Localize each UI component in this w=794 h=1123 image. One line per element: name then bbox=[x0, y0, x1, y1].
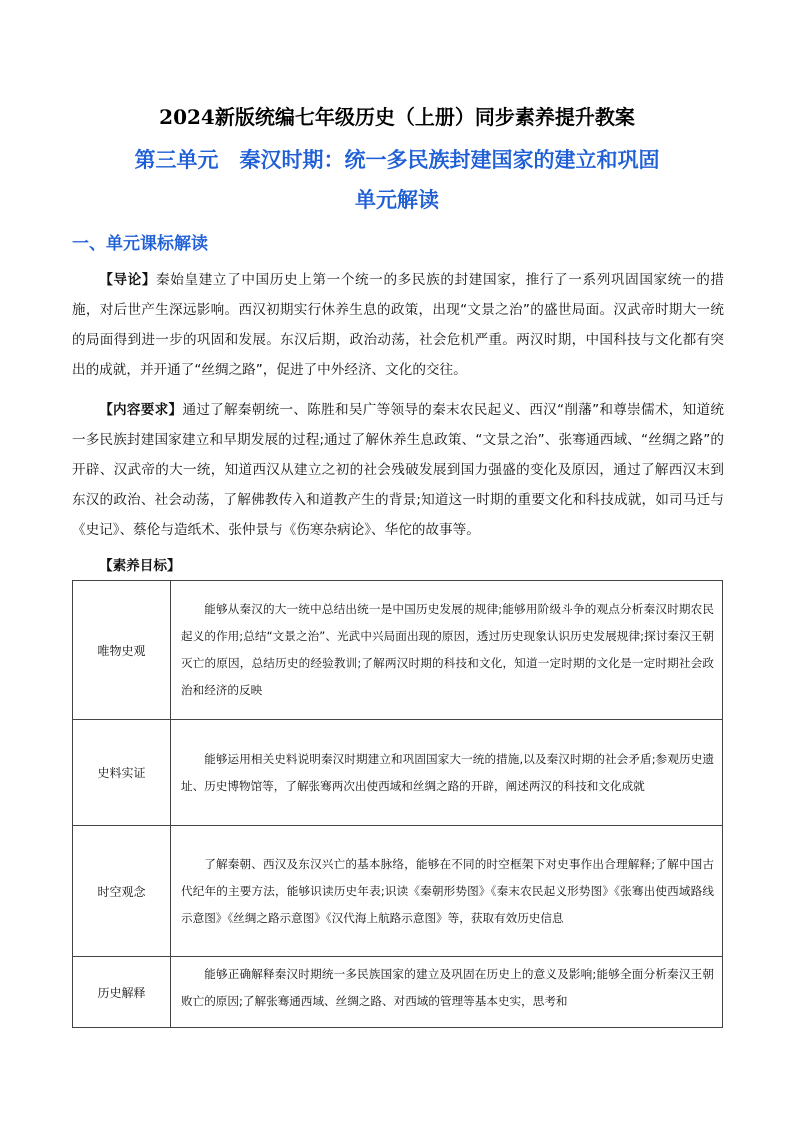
goal-category: 唯物史观 bbox=[73, 581, 171, 720]
goal-description: 能够正确解释秦汉时期统一多民族国家的建立及巩固在历史上的意义及影响;能够全面分析秦汉王朝败亡的原因;了解张骞通西域、丝绸之路、对西域的管理等基本史实，思考和 bbox=[171, 957, 723, 1028]
requirements-paragraph bbox=[72, 395, 724, 545]
requirements-text: 通过了解秦朝统一、陈胜和吴广等领导的秦末农民起义、西汉“削藩”和尊崇儒术，知道统一多民族封建国家建立和早期发展的过程;通过了解休养生息政策、“文景之治”、张骞通西域、“丝绸之路”的开辟、汉武帝的大一统，知道西汉从建立之初的社会残破发展到国力强盛的变化及原因，通过了解西汉末到东汉的政治、社会动荡，了解佛教传入和道教产生的背景;知道这一时期的重要文化和科技成就，如司马迁与《史记》、蔡伦与造纸术、张仲景与《伤寒杂病论》、华佗的故事等。 bbox=[72, 402, 724, 538]
unit-title: 第三单元 秦汉时期：统一多民族封建国家的建立和巩固 bbox=[134, 148, 660, 172]
intro-paragraph bbox=[72, 265, 724, 385]
table-row bbox=[73, 826, 723, 957]
goal-description: 能够从秦汉的大一统中总结出统一是中国历史发展的规律;能够用阶级斗争的观点分析秦汉时期农民起义的作用;总结“文景之治”、光武中兴局面出现的原因，透过历史现象认识历史发展规律;探讨秦汉王朝灭亡的原因，总结历史的经验教训;了解两汉时期的科技和文化，知道一定时期的文化是一定时期社会政治和经济的反映 bbox=[171, 581, 723, 720]
goal-category: 时空观念 bbox=[73, 826, 171, 957]
section-heading: 一、单元课标解读 bbox=[72, 234, 208, 254]
intro-label: 【导论】 bbox=[99, 272, 157, 288]
intro-text: 秦始皇建立了中国历史上第一个统一的多民族的封建国家，推行了一系列巩固国家统一的措施，对后世产生深远影响。西汉初期实行休养生息的政策，出现“文景之治”的盛世局面。汉武帝时期大一统的局面得到进一步的巩固和发展。东汉后期，政治动荡，社会危机严重。两汉时期，中国科技与文化都有突出的成就，并开通了“丝绸之路”，促进了中外经济、文化的交往。 bbox=[72, 272, 724, 378]
goal-description: 能够运用相关史料说明秦汉时期建立和巩固国家大一统的措施,以及秦汉时期的社会矛盾;参观历史遗址、历史博物馆等，了解张骞两次出使西域和丝绸之路的开辟，阐述两汉的科技和文化成就 bbox=[171, 720, 723, 826]
document-title: 2024新版统编七年级历史（上册）同步素养提升教案 bbox=[159, 105, 635, 129]
goal-category: 历史解释 bbox=[73, 957, 171, 1028]
unit-subtitle: 单元解读 bbox=[355, 188, 439, 212]
goal-description: 了解秦朝、西汉及东汉兴亡的基本脉络，能够在不同的时空框架下对史事作出合理解释;了解中国古代纪年的主要方法，能够识读历史年表;识读《秦朝形势图》《秦末农民起义形势图》《张骞出使西域路线示意图》《丝绸之路示意图》《汉代海上航路示意图》等，获取有效历史信息 bbox=[171, 826, 723, 957]
goals-table bbox=[72, 580, 723, 1028]
requirements-label: 【内容要求】 bbox=[99, 402, 183, 418]
goal-category: 史料实证 bbox=[73, 720, 171, 826]
goals-label: 【素养目标】 bbox=[99, 558, 181, 574]
table-row bbox=[73, 957, 723, 1028]
table-row bbox=[73, 720, 723, 826]
table-row bbox=[73, 581, 723, 720]
